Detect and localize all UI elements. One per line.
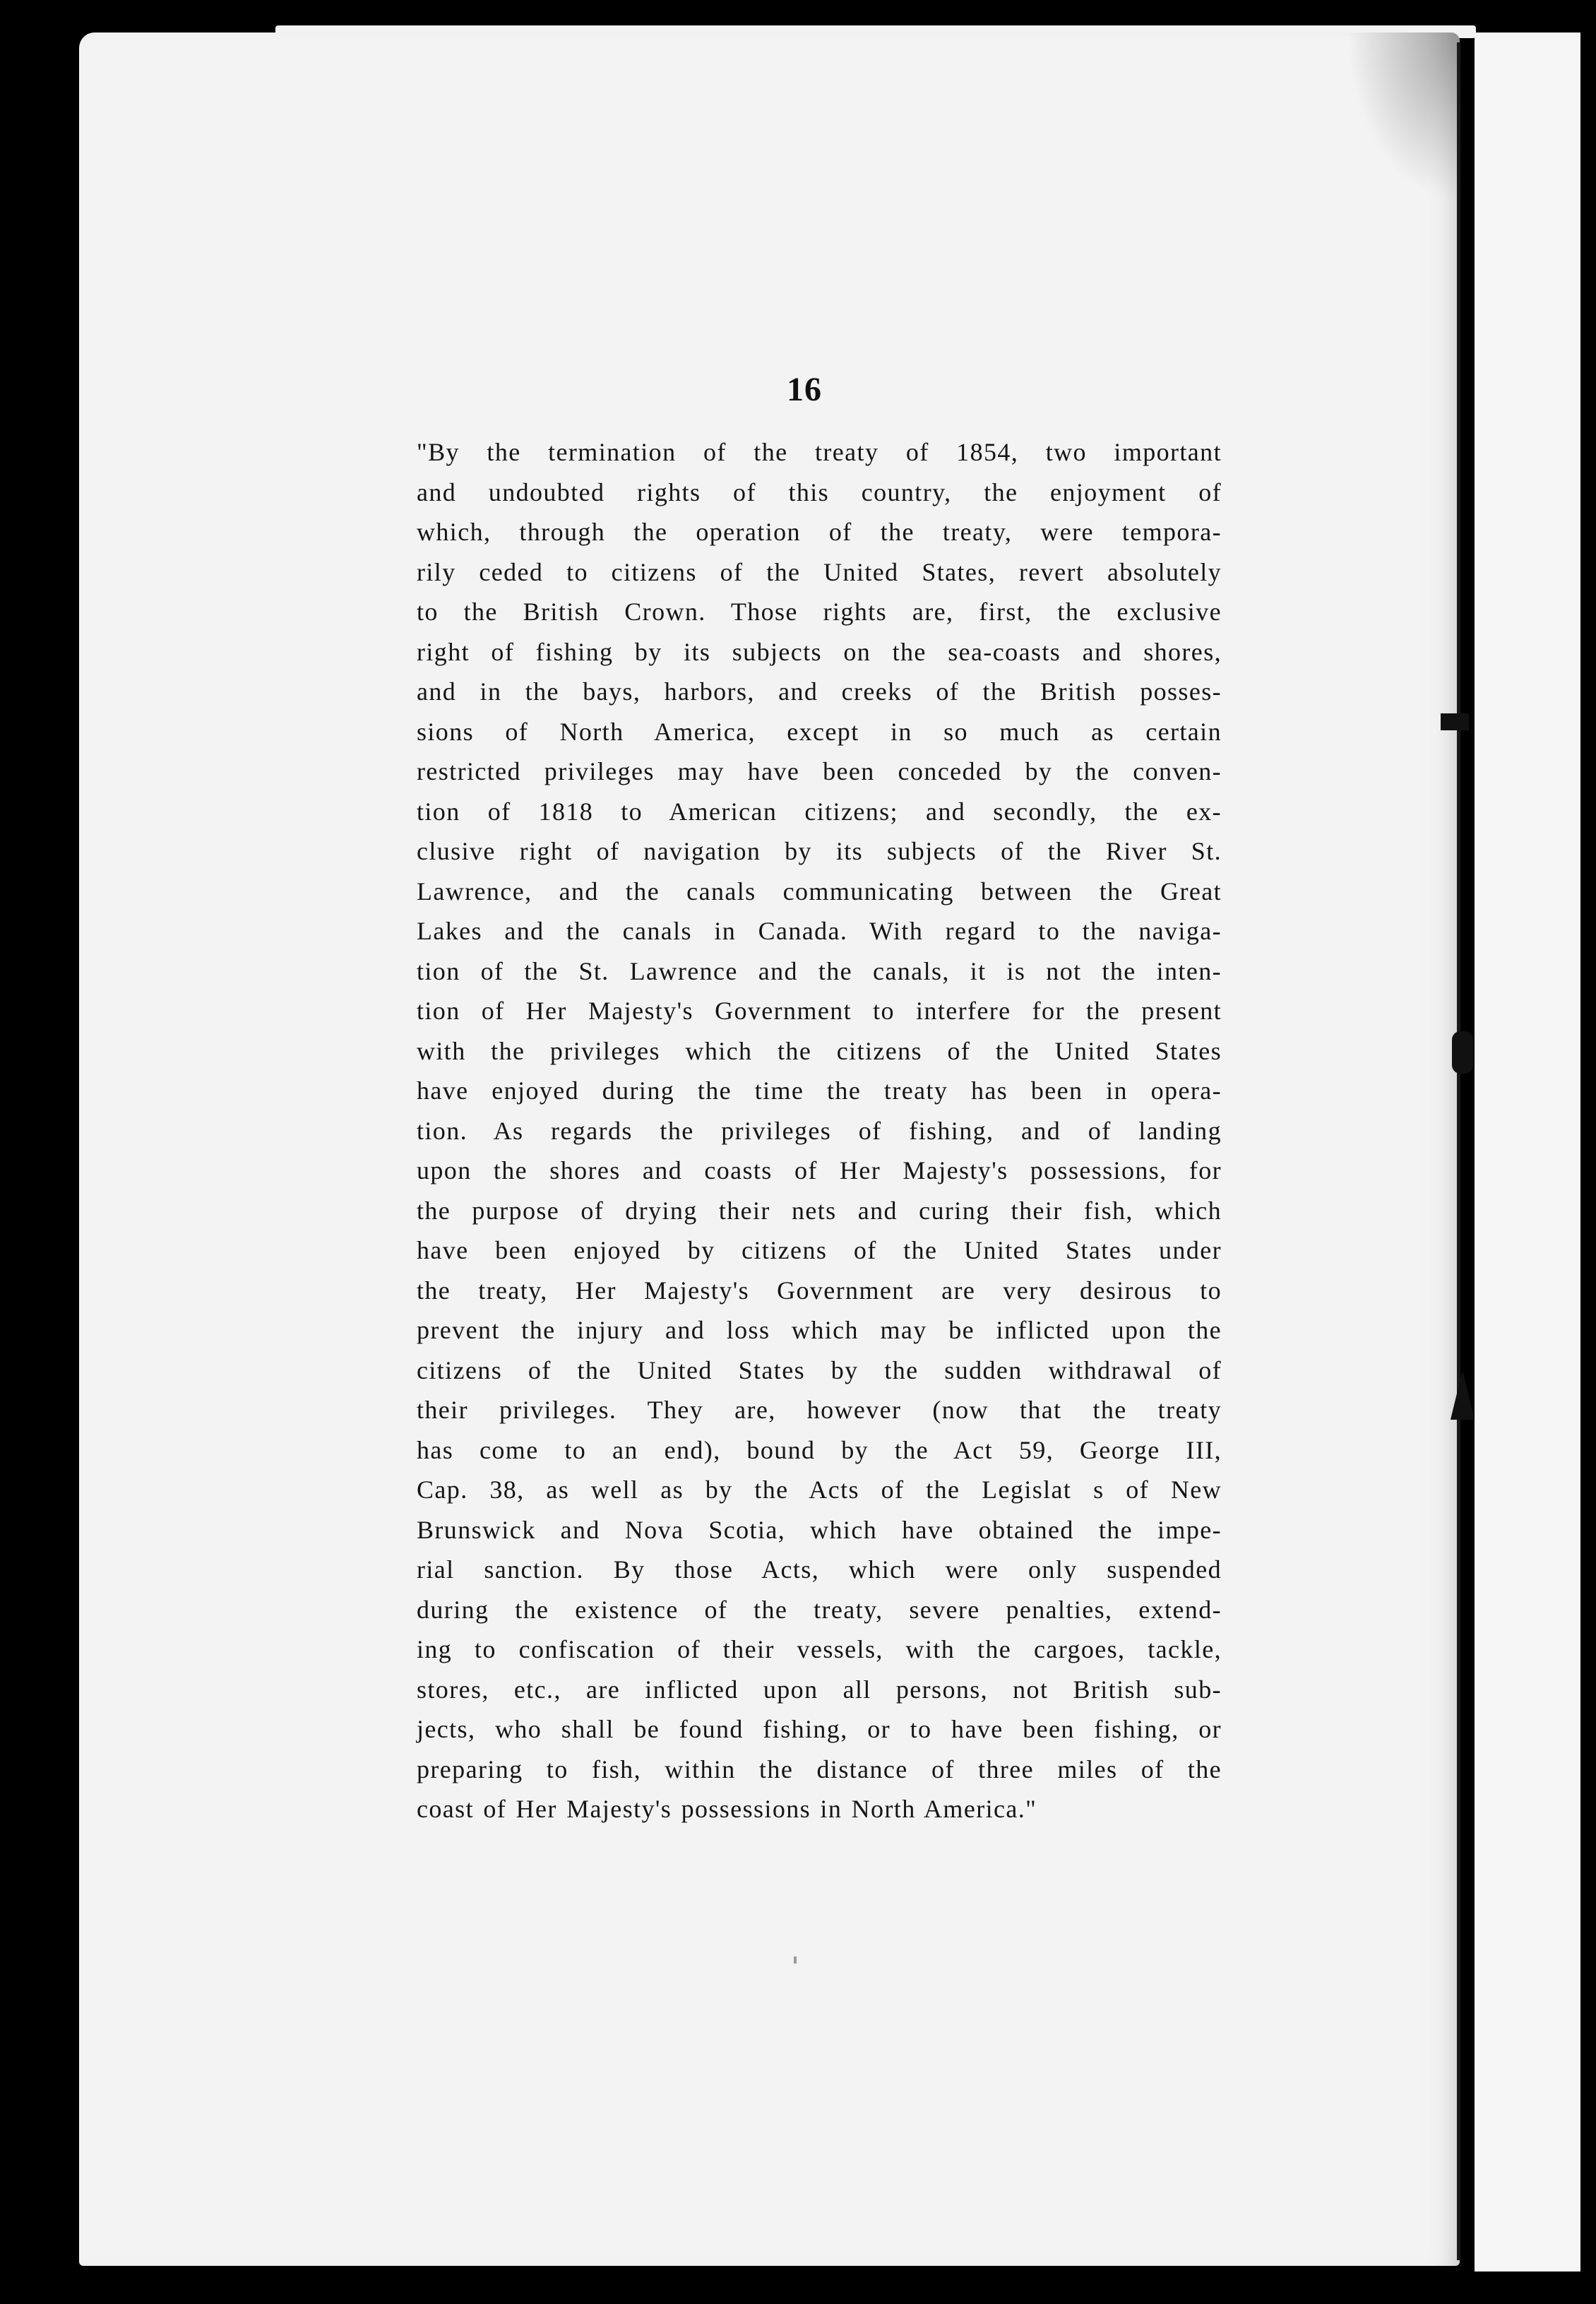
text-line: jects, who shall be found fishing, or to have been fishing, or bbox=[417, 1715, 1222, 1743]
text-line: to the British Crown. Those rights are, first, the exclusive bbox=[417, 598, 1222, 626]
facing-page-edge bbox=[1475, 32, 1580, 2272]
text-line: rily ceded to citizens of the United States, revert absolutely bbox=[417, 557, 1222, 586]
text-line: "By the termination of the treaty of 1854, two important bbox=[417, 438, 1222, 466]
text-line: preparing to fish, within the distance of three miles of the bbox=[417, 1754, 1222, 1783]
text-line: tion. As regards the privileges of fishing, and of landing bbox=[417, 1116, 1222, 1145]
text-line: have enjoyed during the time the treaty has been in opera- bbox=[417, 1076, 1222, 1105]
text-line: their privileges. They are, however (now that the treaty bbox=[417, 1396, 1222, 1424]
page-corner-shadow bbox=[1347, 32, 1460, 202]
text-line: with the privileges which the citizens of the United States bbox=[417, 1036, 1222, 1065]
text-line: right of fishing by its subjects on the sea-coasts and shores, bbox=[417, 637, 1222, 666]
text-line: Lakes and the canals in Canada. With regard to the naviga- bbox=[417, 917, 1222, 945]
paper-speck bbox=[794, 1956, 797, 1964]
text-line: have been enjoyed by citizens of the United States under bbox=[417, 1236, 1222, 1264]
text-line: ing to confiscation of their vessels, with the cargoes, tackle, bbox=[417, 1635, 1222, 1663]
text-line: upon the shores and coasts of Her Majesty's possessions, for bbox=[417, 1156, 1222, 1184]
text-line: prevent the injury and loss which may be inflicted upon the bbox=[417, 1316, 1222, 1344]
text-line: sions of North America, except in so much as certain bbox=[417, 717, 1222, 746]
text-line: coast of Her Majesty's possessions in North America." bbox=[417, 1795, 1037, 1823]
text-line: tion of Her Majesty's Government to interfere for the present bbox=[417, 997, 1222, 1025]
binding-mark bbox=[1452, 1031, 1473, 1074]
page-fold-line bbox=[1457, 42, 1460, 2260]
text-line: stores, etc., are inflicted upon all persons, not British sub- bbox=[417, 1675, 1222, 1704]
text-line: tion of the St. Lawrence and the canals, it is not the inten- bbox=[417, 956, 1222, 985]
text-line: during the existence of the treaty, severe penalties, extend- bbox=[417, 1595, 1222, 1624]
page-number: 16 bbox=[787, 371, 822, 408]
text-line: which, through the operation of the treaty, were tempora- bbox=[417, 518, 1222, 546]
binding-mark bbox=[1441, 713, 1469, 730]
text-line: has come to an end), bound by the Act 59, George III, bbox=[417, 1435, 1222, 1464]
text-line: the treaty, Her Majesty's Government are very desirous to bbox=[417, 1276, 1222, 1305]
text-line: clusive right of navigation by its subjects of the River St. bbox=[417, 837, 1222, 865]
text-line: citizens of the United States by the sudden withdrawal of bbox=[417, 1355, 1222, 1384]
text-line: Lawrence, and the canals communicating between the Great bbox=[417, 877, 1222, 905]
text-line: Cap. 38, as well as by the Acts of the Legislat s of New bbox=[417, 1475, 1222, 1504]
text-line: tion of 1818 to American citizens; and secondly, the ex- bbox=[417, 797, 1222, 826]
body-paragraph bbox=[417, 432, 1222, 1829]
text-line: restricted privileges may have been conceded by the conven- bbox=[417, 757, 1222, 785]
text-line: and in the bays, harbors, and creeks of the British posses- bbox=[417, 677, 1222, 706]
text-line: rial sanction. By those Acts, which were only suspended bbox=[417, 1555, 1222, 1584]
text-line: the purpose of drying their nets and curing their fish, which bbox=[417, 1196, 1222, 1225]
text-line: and undoubted rights of this country, the enjoyment of bbox=[417, 477, 1222, 506]
text-line: Brunswick and Nova Scotia, which have obtained the impe- bbox=[417, 1515, 1222, 1544]
